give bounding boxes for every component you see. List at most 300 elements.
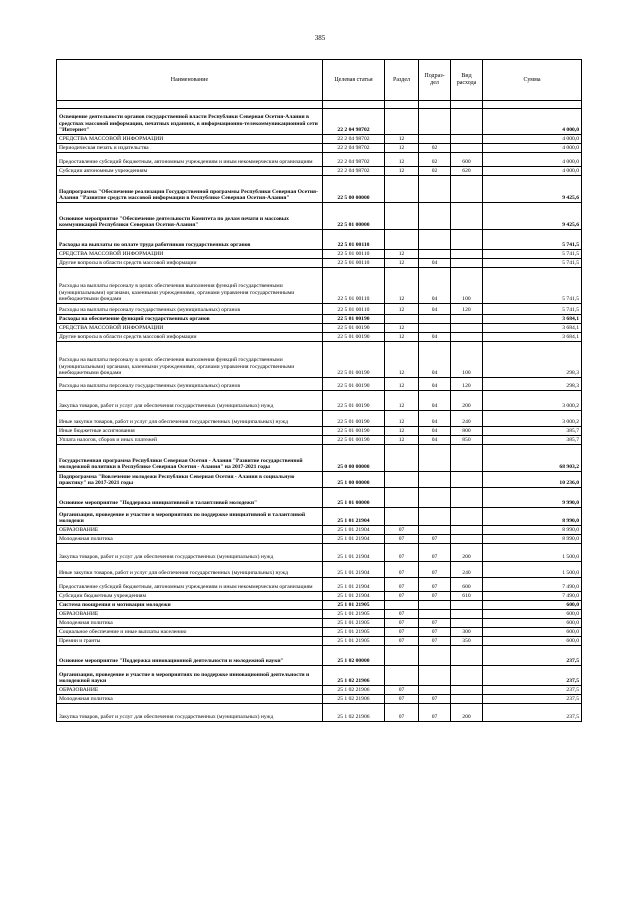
cell-sec: 07 [385, 637, 419, 646]
cell-sub [419, 315, 451, 324]
table-row [57, 562, 582, 578]
cell-sum: 7 490,0 [483, 578, 582, 592]
cell-sec: 12 [385, 411, 419, 427]
cell-name: ОБРАЗОВАНИЕ [57, 686, 323, 695]
cell-kind [451, 666, 483, 686]
cell-sub: 07 [419, 562, 451, 578]
cell-sub: 04 [419, 427, 451, 436]
cell-name: Премии и гранты [57, 637, 323, 646]
cell-kind [451, 135, 483, 144]
cell-code: 25 1 01 21904 [323, 535, 385, 544]
cell-sub [419, 324, 451, 333]
cell-sec: 07 [385, 578, 419, 592]
cell-sub [419, 101, 451, 109]
cell-sub: 07 [419, 578, 451, 592]
cell-kind: 620 [451, 167, 483, 176]
cell-sec: 12 [385, 304, 419, 315]
cell-sum: 600,0 [483, 637, 582, 646]
cell-sub [419, 646, 451, 666]
cell-sec: 12 [385, 333, 419, 342]
cell-sec: 12 [385, 324, 419, 333]
cell-sub [419, 135, 451, 144]
cell-kind [451, 203, 483, 230]
cell-sec: 07 [385, 535, 419, 544]
cell-sec [385, 508, 419, 526]
table-row [57, 304, 582, 315]
cell-sec: 07 [385, 562, 419, 578]
cell-code [323, 101, 385, 109]
cell-sub: 02 [419, 153, 451, 167]
table-row [57, 601, 582, 610]
cell-kind [451, 101, 483, 109]
cell-sec: 12 [385, 135, 419, 144]
cell-sum: 8 990,0 [483, 508, 582, 526]
cell-sum: 3 684,1 [483, 315, 582, 324]
col-header-sum: Сумма [483, 60, 582, 101]
cell-name: Закупка товаров, работ и услуг для обеспечения государственных (муниципальных) нужд [57, 544, 323, 562]
cell-kind: 100 [451, 342, 483, 378]
cell-code: 25 1 01 21904 [323, 544, 385, 562]
cell-sec [385, 203, 419, 230]
table-row [57, 592, 582, 601]
cell-code: 22 2 04 98702 [323, 167, 385, 176]
cell-sec: 12 [385, 436, 419, 445]
cell-kind: 120 [451, 378, 483, 391]
cell-code: 22 5 01 00190 [323, 324, 385, 333]
cell-kind [451, 695, 483, 704]
cell-code: 25 1 02 00000 [323, 646, 385, 666]
page-number: 385 [314, 34, 326, 42]
cell-sum: 4 000,0 [483, 109, 582, 135]
cell-code: 22 5 01 00110 [323, 259, 385, 268]
cell-sum: 4 000,0 [483, 144, 582, 153]
cell-sum: 385,7 [483, 427, 582, 436]
cell-code: 25 1 01 21905 [323, 601, 385, 610]
cell-kind [451, 250, 483, 259]
table-row [57, 259, 582, 268]
cell-sec: 07 [385, 686, 419, 695]
cell-name: Предоставление субсидий бюджетным, автономным учреждениям и иным некоммерческим организациям [57, 578, 323, 592]
cell-code: 25 1 02 21906 [323, 704, 385, 722]
cell-code: 22 5 01 00190 [323, 427, 385, 436]
cell-name: Основное мероприятие "Обеспечение деятельности Комитета по делам печати и массовых коммуникаций Республики Северная Осетия-Алания" [57, 203, 323, 230]
table-row [57, 666, 582, 686]
cell-code: 25 1 01 00000 [323, 488, 385, 508]
cell-code: 25 1 01 21904 [323, 508, 385, 526]
cell-sec: 12 [385, 342, 419, 378]
cell-sec: 12 [385, 378, 419, 391]
cell-sub [419, 610, 451, 619]
cell-code: 22 5 01 00110 [323, 304, 385, 315]
cell-kind: 610 [451, 592, 483, 601]
cell-sum: 8 990,0 [483, 535, 582, 544]
cell-sum: 3 000,2 [483, 391, 582, 411]
table-body [57, 101, 582, 722]
cell-code: 25 1 01 21904 [323, 592, 385, 601]
cell-name: Иные закупки товаров, работ и услуг для обеспечения государственных (муниципальных) нужд [57, 562, 323, 578]
cell-sec [385, 445, 419, 472]
cell-sub: 07 [419, 544, 451, 562]
cell-name: СРЕДСТВА МАССОВОЙ ИНФОРМАЦИИ [57, 135, 323, 144]
cell-code: 25 1 02 21906 [323, 666, 385, 686]
cell-sum: 237,5 [483, 704, 582, 722]
cell-sub: 07 [419, 619, 451, 628]
cell-sec: 07 [385, 526, 419, 535]
col-header-section: Раздел [385, 60, 419, 101]
cell-code: 25 1 02 21906 [323, 695, 385, 704]
table-header [57, 60, 582, 101]
cell-sum: 298,3 [483, 378, 582, 391]
cell-sum: 8 990,0 [483, 526, 582, 535]
cell-sum: 600,0 [483, 610, 582, 619]
table-row [57, 610, 582, 619]
table-row [57, 203, 582, 230]
cell-sec: 12 [385, 391, 419, 411]
cell-sum: 5 741,5 [483, 230, 582, 250]
cell-sub: 07 [419, 592, 451, 601]
cell-kind [451, 230, 483, 250]
cell-sec: 07 [385, 610, 419, 619]
cell-code: 25 1 02 21906 [323, 686, 385, 695]
cell-sec [385, 101, 419, 109]
cell-kind: 100 [451, 268, 483, 304]
cell-kind [451, 144, 483, 153]
cell-sub: 04 [419, 268, 451, 304]
cell-sub: 04 [419, 411, 451, 427]
table-row [57, 176, 582, 203]
cell-sum: 9 990,0 [483, 488, 582, 508]
cell-sec: 12 [385, 153, 419, 167]
cell-sec [385, 646, 419, 666]
cell-sec: 07 [385, 704, 419, 722]
cell-code: 25 1 01 21905 [323, 610, 385, 619]
cell-kind: 350 [451, 637, 483, 646]
cell-sec [385, 601, 419, 610]
cell-code: 25 1 01 21904 [323, 578, 385, 592]
cell-sec: 07 [385, 695, 419, 704]
cell-sec [385, 315, 419, 324]
cell-name: Молодежная политика [57, 695, 323, 704]
cell-name: ОБРАЗОВАНИЕ [57, 526, 323, 535]
cell-code: 22 5 01 00190 [323, 391, 385, 411]
cell-code: 22 5 01 00110 [323, 268, 385, 304]
cell-name: Молодежная политика [57, 619, 323, 628]
cell-sub [419, 230, 451, 250]
cell-sum: 600,0 [483, 601, 582, 610]
cell-sec: 12 [385, 268, 419, 304]
cell-sum: 3 000,2 [483, 411, 582, 427]
cell-sum: 7 490,0 [483, 592, 582, 601]
cell-sum: 600,0 [483, 619, 582, 628]
table-row [57, 445, 582, 472]
cell-code: 22 5 01 00190 [323, 315, 385, 324]
table-row [57, 101, 582, 109]
cell-code: 25 1 01 21905 [323, 628, 385, 637]
cell-kind [451, 315, 483, 324]
col-header-name: Наименование [57, 60, 323, 101]
cell-kind [451, 333, 483, 342]
table-row [57, 109, 582, 135]
cell-code: 22 5 01 00190 [323, 333, 385, 342]
col-header-expense-type: Вид расхода [451, 60, 483, 101]
cell-name: Государственная программа Республики Северная Осетия - Алания "Развитие государственной молодежной политики в Республике Северная Осетия - Алания" на 2017-2021 годы [57, 445, 323, 472]
cell-kind: 240 [451, 562, 483, 578]
cell-kind: 300 [451, 628, 483, 637]
cell-sum: 298,3 [483, 342, 582, 378]
cell-sum: 68 903,2 [483, 445, 582, 472]
table-row [57, 391, 582, 411]
cell-name: Организация, проведение и участие в мероприятиях по поддержке инновационной деятельности и молодежной науки [57, 666, 323, 686]
cell-code: 22 5 01 00190 [323, 342, 385, 378]
table-row [57, 315, 582, 324]
cell-sec: 12 [385, 144, 419, 153]
cell-name: Предоставление субсидий бюджетным, автономным учреждениям и иным некоммерческим организациям [57, 153, 323, 167]
cell-code: 25 1 01 21904 [323, 562, 385, 578]
table-row [57, 544, 582, 562]
cell-kind [451, 324, 483, 333]
cell-kind: 600 [451, 153, 483, 167]
cell-kind [451, 619, 483, 628]
cell-kind [451, 445, 483, 472]
cell-name: Основное мероприятие "Поддержка инновационной деятельности и молодежной науки" [57, 646, 323, 666]
cell-name: Молодежная политика [57, 535, 323, 544]
cell-sum [483, 101, 582, 109]
cell-name: Подпрограмма "Вовлечение молодежи Республики Северная Осетия - Алания в социальную практику" на 2017-2021 годы [57, 472, 323, 488]
table-row [57, 427, 582, 436]
table-row [57, 333, 582, 342]
cell-kind [451, 508, 483, 526]
cell-sum: 600,0 [483, 628, 582, 637]
cell-sub: 02 [419, 167, 451, 176]
cell-name: Социальное обеспечение и иные выплаты населению [57, 628, 323, 637]
cell-sec: 07 [385, 592, 419, 601]
cell-sum: 1 500,0 [483, 562, 582, 578]
cell-sum: 10 236,0 [483, 472, 582, 488]
table-row [57, 411, 582, 427]
table-row [57, 535, 582, 544]
cell-code: 22 5 00 00000 [323, 176, 385, 203]
table-row [57, 144, 582, 153]
cell-sub [419, 488, 451, 508]
cell-kind [451, 109, 483, 135]
table-row [57, 250, 582, 259]
cell-sub: 07 [419, 695, 451, 704]
cell-kind [451, 601, 483, 610]
cell-name: Расходы на выплаты персоналу в целях обеспечения выполнения функций государственными (муниципальными) органами, казенными учреждениями, органами управления государственными внебюджетными фондами [57, 342, 323, 378]
cell-sub [419, 176, 451, 203]
cell-sum: 237,5 [483, 695, 582, 704]
cell-sum: 237,5 [483, 666, 582, 686]
cell-name: Организация, проведение и участие в мероприятиях по поддержке инициативной и талантливой молодежи [57, 508, 323, 526]
cell-name: СРЕДСТВА МАССОВОЙ ИНФОРМАЦИИ [57, 324, 323, 333]
cell-name: Расходы на выплаты персоналу в целях обеспечения выполнения функций государственными (муниципальными) органами, казенными учреждениями, органами управления государственными внебюджетными фондами [57, 268, 323, 304]
cell-sum: 4 000,0 [483, 135, 582, 144]
cell-sub [419, 666, 451, 686]
cell-code: 25 1 01 21904 [323, 526, 385, 535]
cell-kind [451, 526, 483, 535]
cell-sub: 07 [419, 535, 451, 544]
budget-table [56, 59, 582, 722]
cell-sub: 04 [419, 391, 451, 411]
cell-sub: 07 [419, 704, 451, 722]
table-row [57, 436, 582, 445]
cell-name: Иные закупки товаров, работ и услуг для обеспечения государственных (муниципальных) нужд [57, 411, 323, 427]
cell-code: 22 5 01 00000 [323, 203, 385, 230]
cell-sub: 04 [419, 259, 451, 268]
cell-code: 22 5 01 00110 [323, 230, 385, 250]
cell-kind: 240 [451, 411, 483, 427]
table-row [57, 526, 582, 535]
cell-code: 22 5 01 00190 [323, 436, 385, 445]
cell-sub [419, 109, 451, 135]
cell-sec: 07 [385, 619, 419, 628]
cell-sum: 5 741,5 [483, 268, 582, 304]
table-row [57, 637, 582, 646]
cell-sub [419, 686, 451, 695]
cell-code: 22 2 04 98702 [323, 144, 385, 153]
cell-name: Иные бюджетные ассигнования [57, 427, 323, 436]
cell-code: 22 5 01 00190 [323, 411, 385, 427]
table-row [57, 695, 582, 704]
cell-kind [451, 472, 483, 488]
cell-sec [385, 472, 419, 488]
cell-kind: 800 [451, 427, 483, 436]
col-header-code: Целевая статья [323, 60, 385, 101]
cell-sub [419, 508, 451, 526]
cell-sum: 4 000,0 [483, 167, 582, 176]
cell-kind [451, 686, 483, 695]
cell-sum: 5 741,5 [483, 250, 582, 259]
cell-kind [451, 610, 483, 619]
cell-code: 25 1 00 00000 [323, 472, 385, 488]
cell-sum: 237,5 [483, 686, 582, 695]
table-row [57, 488, 582, 508]
cell-sub [419, 472, 451, 488]
cell-name: Периодическая печать и издательства [57, 144, 323, 153]
cell-sum: 1 500,0 [483, 544, 582, 562]
cell-name: СРЕДСТВА МАССОВОЙ ИНФОРМАЦИИ [57, 250, 323, 259]
table-row [57, 508, 582, 526]
table-row [57, 472, 582, 488]
cell-sec [385, 666, 419, 686]
cell-kind: 850 [451, 436, 483, 445]
cell-sub: 04 [419, 378, 451, 391]
cell-name: Подпрограмма "Обеспечение реализации Государственной программы Республики Северная Осетия-Алания "Развитие средств массовой информации в Республике Северная Осетия-Алания" [57, 176, 323, 203]
cell-sec: 12 [385, 427, 419, 436]
table-row [57, 378, 582, 391]
cell-sum: 9 425,6 [483, 176, 582, 203]
cell-sub: 07 [419, 628, 451, 637]
cell-kind [451, 535, 483, 544]
cell-name: Другие вопросы в области средств массовой информации [57, 333, 323, 342]
cell-name: Уплата налогов, сборов и иных платежей [57, 436, 323, 445]
cell-name: Основное мероприятие "Поддержка инициативной и талантливой молодежи" [57, 488, 323, 508]
cell-sub [419, 526, 451, 535]
cell-name: Расходы на обеспечение функций государственных органов [57, 315, 323, 324]
cell-sub [419, 601, 451, 610]
cell-sub [419, 445, 451, 472]
cell-sec: 12 [385, 250, 419, 259]
cell-kind [451, 259, 483, 268]
cell-code: 25 1 01 21905 [323, 619, 385, 628]
cell-sum: 5 741,5 [483, 259, 582, 268]
cell-sum: 4 000,0 [483, 153, 582, 167]
cell-name: Закупка товаров, работ и услуг для обеспечения государственных (муниципальных) нужд [57, 391, 323, 411]
cell-name [57, 101, 323, 109]
table-row [57, 230, 582, 250]
cell-kind: 600 [451, 578, 483, 592]
col-header-subsection: Подраз-дел [419, 60, 451, 101]
cell-sub: 07 [419, 637, 451, 646]
cell-sum: 3 684,1 [483, 333, 582, 342]
cell-sub: 04 [419, 436, 451, 445]
cell-sub: 04 [419, 304, 451, 315]
cell-sec [385, 109, 419, 135]
cell-kind: 200 [451, 544, 483, 562]
table-row [57, 686, 582, 695]
table-row [57, 135, 582, 144]
table-row [57, 342, 582, 378]
cell-code: 22 2 04 98702 [323, 109, 385, 135]
cell-name: Субсидии бюджетным учреждениям [57, 592, 323, 601]
table-row [57, 704, 582, 722]
cell-name: Субсидии автономным учреждениям [57, 167, 323, 176]
table-row [57, 268, 582, 304]
cell-code: 22 2 04 98702 [323, 135, 385, 144]
cell-name: Расходы на выплаты персоналу государственных (муниципальных) органов [57, 378, 323, 391]
cell-kind: 120 [451, 304, 483, 315]
cell-name: ОБРАЗОВАНИЕ [57, 610, 323, 619]
table-row [57, 578, 582, 592]
cell-code: 22 5 01 00190 [323, 378, 385, 391]
cell-sub [419, 250, 451, 259]
cell-sub [419, 203, 451, 230]
cell-sum: 237,5 [483, 646, 582, 666]
cell-sub: 04 [419, 333, 451, 342]
cell-name: Расходы на выплаты персоналу государственных (муниципальных) органов [57, 304, 323, 315]
cell-code: 22 5 01 00110 [323, 250, 385, 259]
cell-kind [451, 488, 483, 508]
cell-name: Освещение деятельности органов государственной власти Республики Северная Осетия-Алания в средствах массовой информации, печатных изданиях, в информационно-телекоммуникационной сети "Интернет" [57, 109, 323, 135]
cell-kind: 200 [451, 391, 483, 411]
cell-name: Закупка товаров, работ и услуг для обеспечения государственных (муниципальных) нужд [57, 704, 323, 722]
cell-sum: 9 425,6 [483, 203, 582, 230]
cell-code: 25 1 01 21905 [323, 637, 385, 646]
cell-sub: 02 [419, 144, 451, 153]
cell-sub: 04 [419, 342, 451, 378]
cell-sec: 12 [385, 259, 419, 268]
cell-kind [451, 646, 483, 666]
table-row [57, 324, 582, 333]
cell-kind [451, 176, 483, 203]
table-row [57, 619, 582, 628]
cell-sum: 5 741,5 [483, 304, 582, 315]
cell-name: Расходы на выплаты по оплате труда работников государственных органов [57, 230, 323, 250]
table-row [57, 167, 582, 176]
cell-kind: 200 [451, 704, 483, 722]
cell-sec: 12 [385, 167, 419, 176]
cell-code: 25 0 00 00000 [323, 445, 385, 472]
table-row [57, 153, 582, 167]
cell-sum: 385,7 [483, 436, 582, 445]
cell-sec: 07 [385, 544, 419, 562]
cell-sec: 07 [385, 628, 419, 637]
cell-sec [385, 488, 419, 508]
table-row [57, 646, 582, 666]
cell-sec [385, 176, 419, 203]
cell-code: 22 2 04 98702 [323, 153, 385, 167]
cell-name: Система поощрения и мотивации молодежи [57, 601, 323, 610]
